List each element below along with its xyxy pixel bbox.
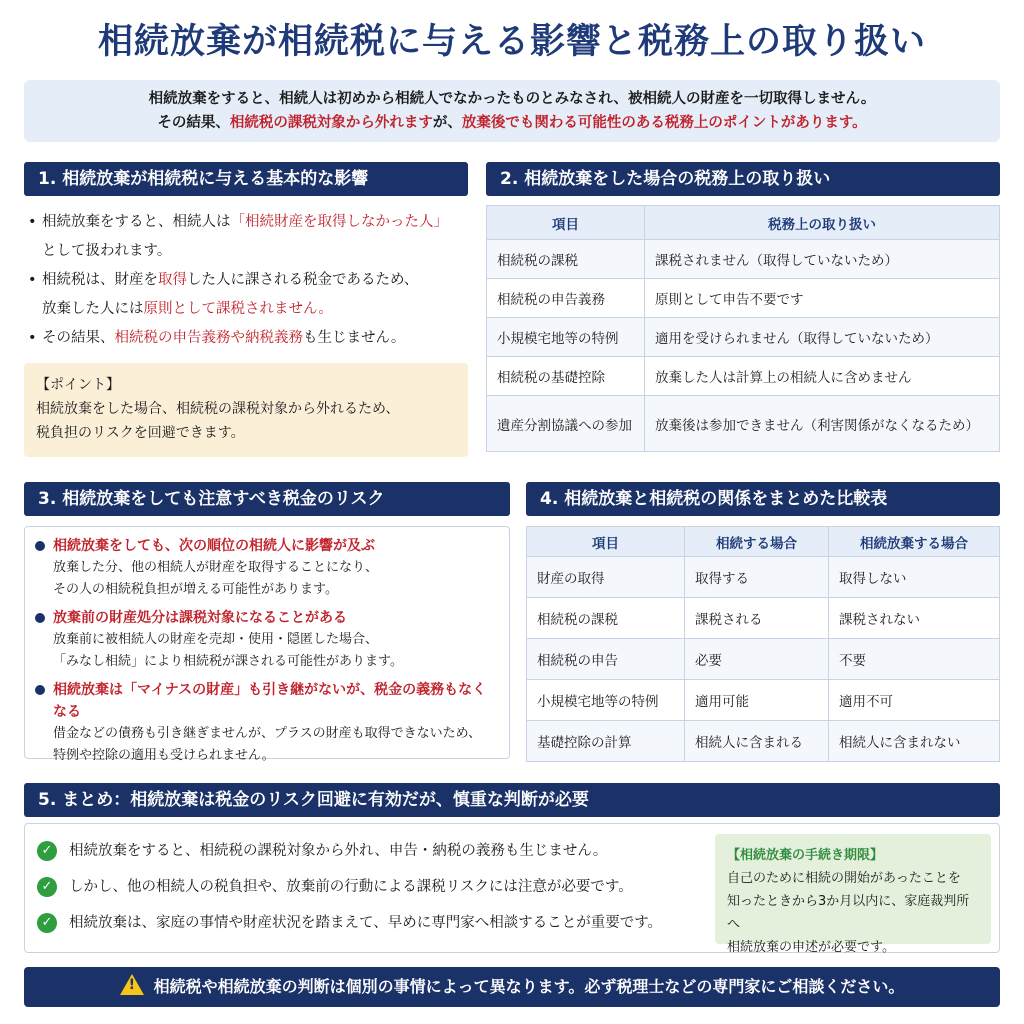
intro-box [24, 80, 1000, 142]
list-item: ✓ 相続放棄は、家庭の事情や財産状況を踏まえて、早めに専門家へ相談することが重要です。 [37, 911, 662, 935]
footer-text: 相続税や相続放棄の判断は個別の事情によって異なります。必ず税理士などの専門家にご相談ください。 [153, 977, 905, 996]
point-title: 【ポイント】 [36, 377, 120, 393]
table-cell: 基礎控除の計算 [527, 721, 685, 762]
table-cell: 課税されない [829, 598, 1000, 639]
dot-icon [35, 685, 45, 695]
deadline-box [715, 834, 991, 955]
comparison-table [526, 526, 1000, 762]
deadline-title: 【相続放棄の手続き期限】 [727, 848, 884, 863]
table-cell: 適用不可 [829, 680, 1000, 721]
tax-treatment-table [486, 205, 1000, 452]
table-cell: 不要 [829, 639, 1000, 680]
check-circle-icon: ✓ [37, 877, 57, 897]
deadline-line-3: 相続放棄の申述が必要です。 [727, 940, 895, 955]
risk-box [24, 526, 510, 763]
table-header: 相続放棄する場合 [829, 527, 1000, 557]
table-cell: 相続税の申告 [527, 639, 685, 680]
table-cell: 相続人に含まれる [685, 721, 829, 762]
list-item: • 相続税は、財産を取得した人に課される税金であるため、 放棄した人には原則として課税されません。 [28, 266, 468, 324]
list-item: 相続放棄は「マイナスの財産」も引き継がないが、税金の義務もなくなる 借金などの債務も引き継ぎませんが、プラスの財産も取得できないため、 特例や控除の適用も受けられません。 [35, 679, 499, 767]
table-cell: 取得する [685, 557, 829, 598]
deadline-line-2: 知ったときから3か月以内に、家庭裁判所へ [727, 894, 970, 932]
table-cell: 相続税の課税 [527, 598, 685, 639]
list-item: ✓ しかし、他の相続人の税負担や、放棄前の行動による課税リスクには注意が必要です。 [37, 875, 633, 899]
table-cell: 相続税の基礎控除 [487, 357, 645, 396]
table-cell: 相続人に含まれない [829, 721, 1000, 762]
table-cell: 取得しない [829, 557, 1000, 598]
table-cell: 小規模宅地等の特例 [527, 680, 685, 721]
table-cell: 遺産分割協議への参加 [487, 396, 645, 452]
section5-heading: 5. まとめ：相続放棄は税金のリスク回避に有効だが、慎重な判断が必要 [24, 783, 1000, 817]
table-cell: 小規模宅地等の特例 [487, 318, 645, 357]
page-title: 相続放棄が相続税に与える影響と税務上の取り扱い [97, 22, 926, 62]
list-item: ✓ 相続放棄をすると、相続税の課税対象から外れ、申告・納税の義務も生じません。 [37, 839, 607, 863]
section4-heading: 4. 相続放棄と相続税の関係をまとめた比較表 [526, 482, 1000, 516]
warning-triangle-icon [120, 974, 144, 995]
list-item: 放棄前の財産処分は課税対象になることがある 放棄前に被相続人の財産を売却・使用・隠匿した場合、 「みなし相続」により相続税が課される可能性があります。 [35, 607, 499, 673]
section1-heading: 1. 相続放棄が相続税に与える基本的な影響 [24, 162, 468, 196]
check-circle-icon: ✓ [37, 913, 57, 933]
deadline-line-1: 自己のために相続の開始があったことを [727, 871, 961, 886]
table-header: 項目 [527, 527, 685, 557]
intro-line-2: その結果、相続税の課税対象から外れますが、放棄後でも関わる可能性のある税務上のポイントがあります。 [157, 115, 867, 131]
table-header: 相続する場合 [685, 527, 829, 557]
list-item: 相続放棄をしても、次の順位の相続人に影響が及ぶ 放棄した分、他の相続人が財産を取得することになり、 その人の相続税負担が増える可能性があります。 [35, 535, 499, 601]
section3-heading: 3. 相続放棄をしても注意すべき税金のリスク [24, 482, 510, 516]
list-item: • 相続放棄をすると、相続人は「相続財産を取得しなかった人」 として扱われます。 [28, 208, 468, 266]
table-cell: 課税される [685, 598, 829, 639]
table-cell: 課税されません（取得していないため） [645, 240, 1000, 279]
point-box [24, 363, 468, 457]
section2-heading: 2. 相続放棄をした場合の税務上の取り扱い [486, 162, 1000, 196]
table-cell: 放棄した人は計算上の相続人に含めません [645, 357, 1000, 396]
list-item: • その結果、相続税の申告義務や納税義務も生じません。 [28, 324, 468, 353]
dot-icon [35, 613, 45, 623]
intro-line-1: 相続放棄をすると、相続人は初めから相続人でなかったものとみなされ、被相続人の財産を一切取得しません。 [148, 91, 876, 107]
summary-box [24, 823, 1000, 953]
table-cell: 原則として申告不要です [645, 279, 1000, 318]
table-cell: 相続税の申告義務 [487, 279, 645, 318]
table-cell: 放棄後は参加できません（利害関係がなくなるため） [645, 396, 1000, 452]
table-header: 項目 [487, 206, 645, 240]
table-cell: 適用可能 [685, 680, 829, 721]
dot-icon [35, 541, 45, 551]
table-header: 税務上の取り扱い [645, 206, 1000, 240]
table-cell: 財産の取得 [527, 557, 685, 598]
section1-list [28, 208, 468, 353]
check-circle-icon: ✓ [37, 841, 57, 861]
table-cell: 適用を受けられません（取得していないため） [645, 318, 1000, 357]
table-cell: 相続税の課税 [487, 240, 645, 279]
point-line-2: 税負担のリスクを回避できます。 [36, 425, 245, 441]
point-line-1: 相続放棄をした場合、相続税の課税対象から外れるため、 [36, 401, 400, 417]
table-cell: 必要 [685, 639, 829, 680]
footer-notice [24, 967, 1000, 1007]
